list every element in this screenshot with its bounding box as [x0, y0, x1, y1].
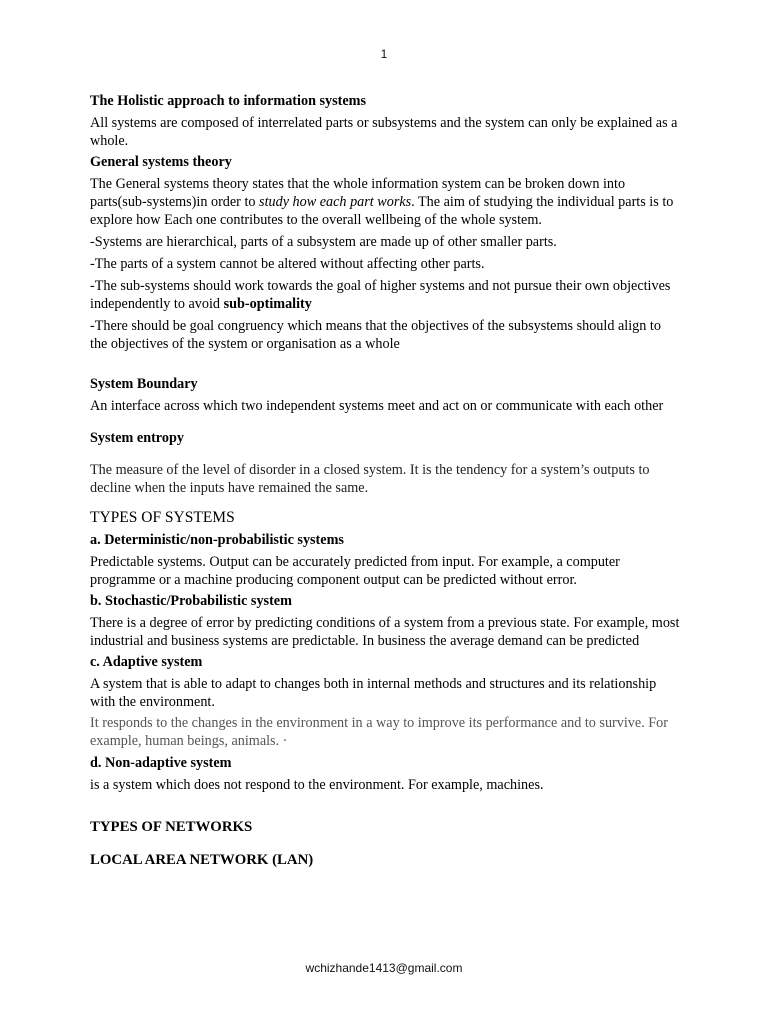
- bold-emphasis: sub-optimality: [223, 296, 312, 312]
- italic-emphasis: study how each part works: [259, 194, 412, 210]
- paragraph-general-systems-theory: [90, 175, 680, 229]
- heading-non-adaptive-system: d. Non-adaptive system: [90, 755, 232, 771]
- heading-types-of-systems: TYPES OF SYSTEMS: [90, 509, 235, 526]
- heading-system-boundary: System Boundary: [90, 376, 198, 392]
- page-number: 1: [380, 47, 388, 61]
- heading-general-systems-theory: General systems theory: [90, 154, 232, 170]
- paragraph-holistic-approach: All systems are composed of interrelated parts or subsystems and the system can only be explained as a whole.: [90, 115, 678, 149]
- heading-holistic-approach: The Holistic approach to information systems: [90, 93, 366, 109]
- paragraph-adaptive-system: A system that is able to adapt to changes both in internal methods and structures and its relationship with the environment.: [90, 676, 657, 710]
- heading-adaptive-system: c. Adaptive system: [90, 654, 203, 670]
- heading-local-area-network: LOCAL AREA NETWORK (LAN): [90, 852, 314, 868]
- list-point-goal-congruency: -There should be goal congruency which means that the objectives of the subsystems should align to the objectives of the system or organisation as a whole: [90, 318, 661, 352]
- footer-email: wchizhande1413@gmail.com: [305, 961, 463, 975]
- paragraph-system-entropy: The measure of the level of disorder in a closed system. It is the tendency for a system’s outputs to decline when the inputs have remained the same.: [90, 462, 650, 496]
- text-span: The General systems theory states that the whole information system can be broken down into parts(sub-systems)in order to: [90, 176, 626, 210]
- document-body: [90, 92, 680, 869]
- list-point-hierarchical: -Systems are hierarchical, parts of a subsystem are made up of other smaller parts.: [90, 234, 557, 250]
- heading-deterministic-systems: a. Deterministic/non-probabilistic systems: [90, 532, 344, 548]
- list-point-parts-altered: -The parts of a system cannot be altered without affecting other parts.: [90, 256, 485, 272]
- heading-system-entropy: System entropy: [90, 430, 184, 446]
- heading-stochastic-system: b. Stochastic/Probabilistic system: [90, 593, 292, 609]
- paragraph-system-boundary: An interface across which two independent systems meet and act on or communicate with each other: [90, 398, 664, 414]
- text-span: . The aim of studying the individual parts is to explore how Each one contributes to the overall wellbeing of the whole system.: [90, 194, 674, 228]
- paragraph-non-adaptive-system: is a system which does not respond to the environment. For example, machines.: [90, 777, 544, 793]
- paragraph-stochastic-system: There is a degree of error by predicting conditions of a system from a previous state. For example, most industrial and business systems are predictable. In business the average demand can be predicted: [90, 615, 680, 649]
- list-point-sub-systems-goal: [90, 277, 680, 313]
- heading-types-of-networks: TYPES OF NETWORKS: [90, 819, 253, 835]
- paragraph-deterministic-systems: Predictable systems. Output can be accurately predicted from input. For example, a computer programme or a machine producing component output can be predicted without error.: [90, 554, 620, 588]
- paragraph-adaptive-system-responds: It responds to the changes in the environment in a way to improve its performance and to survive. For example, human beings, animals. ·: [90, 715, 668, 749]
- text-span: -The sub-systems should work towards the goal of higher systems and not pursue their own objectives independently to avoid: [90, 278, 671, 312]
